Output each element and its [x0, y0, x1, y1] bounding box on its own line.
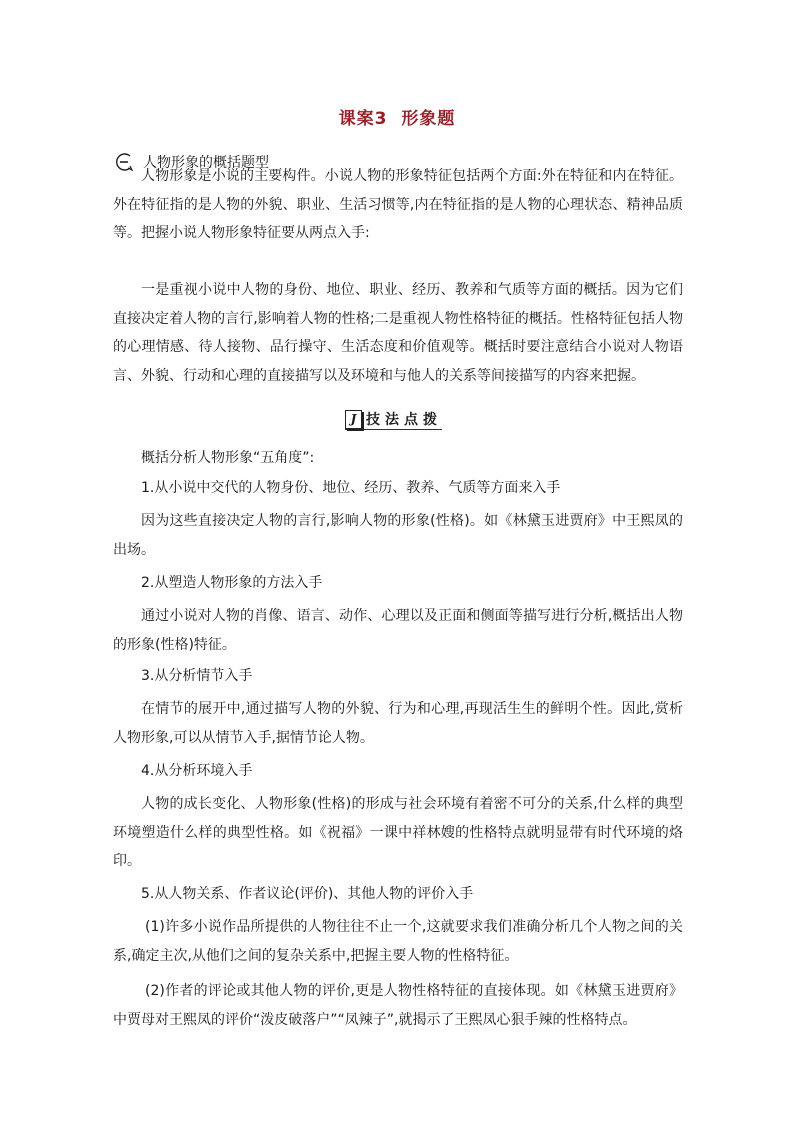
skill-label: 技法点拨 — [366, 412, 442, 428]
item-2-body: 通过小说对人物的肖像、语言、动作、心理以及正面和侧面等描写进行分析,概括出人物的形象(性格)特征。 — [113, 608, 683, 653]
item-1-body: 因为这些直接决定人物的言行,影响人物的形象(性格)。如《林黛玉进贾府》中王熙凤的出场。 — [113, 513, 683, 558]
item-3-heading: 3.从分析情节入手 — [141, 668, 253, 684]
title-sub: 形象题 — [401, 109, 456, 129]
item-2-heading: 2.从塑造人物形象的方法入手 — [141, 575, 323, 591]
five-angles-intro: 概括分析人物形象“五角度”: — [141, 450, 315, 466]
item-1-heading: 1.从小说中交代的人物身份、地位、经历、教养、气质等方面来入手 — [141, 480, 561, 496]
section-label: 人物形象的概括题型 — [143, 155, 269, 171]
intro-paragraph-1: 人物形象是小说的主要构件。小说人物的形象特征包括两个方面:外在特征和内在特征。外在特征指的是人物的外貌、职业、生活习惯等,内在特征指的是人物的心理状态、精神品质等。把握小说人物形象特征要从两点入手: — [113, 168, 683, 241]
item-5-sub-1: (1)许多小说作品所提供的人物往往不止一个,这就要求我们准确分析几个人物之间的关系,确定主次,从他们之间的复杂关系中,把握主要人物的性格特征。 — [113, 919, 683, 964]
item-4-heading: 4.从分析环境入手 — [141, 763, 253, 779]
intro-paragraph-2: 一是重视小说中人物的身份、地位、职业、经历、教养和气质等方面的概括。因为它们直接决定着人物的言行,影响着人物的性格;二是重视人物性格特征的概括。性格特征包括人物的心理情感、待人接物、品行操守、生活态度和价值观等。概括时要注意结合小说对人物语言、外貌、行动和心理的直接描写以及环境和与他人的关系等间接描写的内容来把握。 — [113, 282, 683, 384]
item-5-sub-2: (2)作者的评论或其他人物的评价,更是人物性格特征的直接体现。如《林黛玉进贾府》中贾母对王熙凤的评价“泼皮破落户”“凤辣子”,就揭示了王熙凤心狠手辣的性格特点。 — [113, 983, 683, 1028]
skill-box — [345, 409, 442, 430]
item-3-body: 在情节的展开中,通过描写人物的外貌、行为和心理,再现活生生的鲜明个性。因此,赏析人物形象,可以从情节入手,据情节论人物。 — [113, 701, 683, 746]
item-4-body: 人物的成长变化、人物形象(性格)的形成与社会环境有着密不可分的关系,什么样的典型环境塑造什么样的典型性格。如《祝福》一课中祥林嫂的性格特点就明显带有时代环境的烙印。 — [113, 796, 683, 869]
page-title — [0, 104, 794, 129]
title-main: 课案3 — [338, 109, 388, 129]
j-badge-icon: J — [345, 410, 362, 429]
item-5-heading: 5.从人物关系、作者议论(评价)、其他人物的评价入手 — [141, 886, 474, 902]
